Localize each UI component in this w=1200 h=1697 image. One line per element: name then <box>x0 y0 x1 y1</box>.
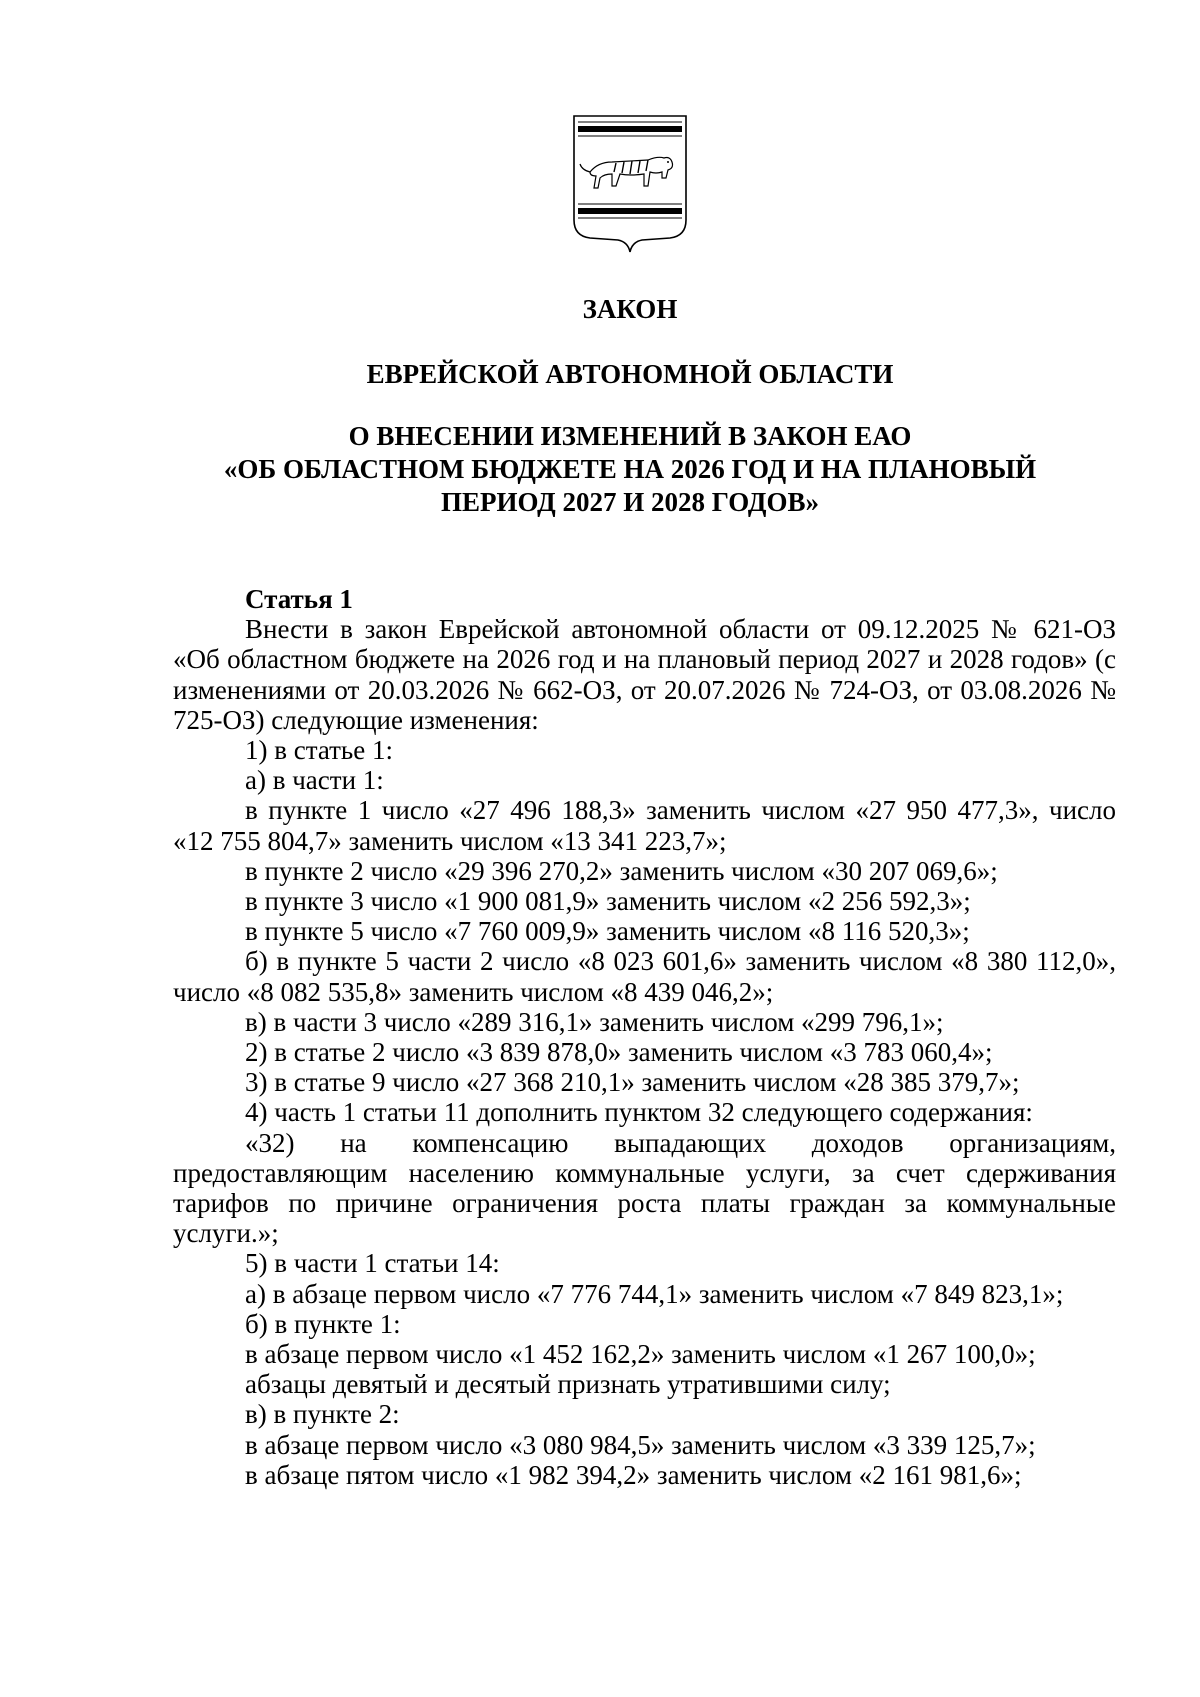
amendment-item: в абзаце первом число «3 080 984,5» заменить числом «3 339 125,7»; <box>245 1429 1036 1460</box>
amendment-item: в пункте 2 число «29 396 270,2» заменить числом «30 207 069,6»; <box>245 855 998 886</box>
article-intro: Внести в закон Еврейской автономной области от 09.12.2025 № 621-ОЗ «Об областном бюджете на 2026 год и на плановый период 2027 и 2028 годов» (с изменениями от 20.03.2026 № 662-ОЗ, от 20.07.2026 № 724-ОЗ, от 03.08.2026 № 725-ОЗ) следующие изменения: <box>173 614 1116 735</box>
amendment-item: а) в абзаце первом число «7 776 744,1» заменить числом «7 849 823,1»; <box>245 1278 1064 1309</box>
document-title: ЗАКОН <box>582 294 678 324</box>
amendment-item: 2) в статье 2 число «3 839 878,0» заменить числом «3 783 060,4»; <box>245 1037 993 1068</box>
article-heading: Статья 1 <box>245 584 353 614</box>
subject-line: О ВНЕСЕНИИ ИЗМЕНЕНИЙ В ЗАКОН ЕАО <box>348 421 912 451</box>
document-body <box>173 584 1116 1490</box>
document-region: ЕВРЕЙСКОЙ АВТОНОМНОЙ ОБЛАСТИ <box>366 359 894 389</box>
amendment-item: 4) часть 1 статьи 11 дополнить пунктом 32 следующего содержания: <box>245 1097 1033 1128</box>
amendment-item: в абзаце пятом число «1 982 394,2» заменить числом «2 161 981,6»; <box>245 1459 1022 1490</box>
coat-of-arms-tiger-icon <box>570 112 690 262</box>
amendment-item: в) в пункте 2: <box>245 1399 400 1430</box>
amendment-item: 5) в части 1 статьи 14: <box>245 1248 500 1279</box>
amendment-item: в) в части 3 число «289 316,1» заменить числом «299 796,1»; <box>245 1006 944 1037</box>
amendment-item: 1) в статье 1: <box>245 735 393 766</box>
amendment-item: в пункте 5 число «7 760 009,9» заменить числом «8 116 520,3»; <box>245 916 970 947</box>
amendment-item: а) в части 1: <box>245 765 384 796</box>
amendment-item: в пункте 1 число «27 496 188,3» заменить числом «27 950 477,3», число «12 755 804,7» заменить числом «13 341 223,7»; <box>173 795 1116 856</box>
subject-line: ПЕРИОД 2027 И 2028 ГОДОВ» <box>441 487 819 517</box>
amendment-item: в абзаце первом число «1 452 162,2» заменить числом «1 267 100,0»; <box>245 1339 1036 1370</box>
amendment-item: б) в пункте 5 части 2 число «8 023 601,6» заменить числом «8 380 112,0», число «8 082 535,8» заменить числом «8 439 046,2»; <box>173 946 1116 1007</box>
amendment-item: б) в пункте 1: <box>245 1308 401 1339</box>
amendment-item: «32) на компенсацию выпадающих доходов организациям, предоставляющим населению коммунальные услуги, за счет сдерживания тарифов по причине ограничения роста платы граждан за коммунальные услуги.»; <box>173 1127 1116 1249</box>
document-subject <box>150 420 1110 519</box>
subject-line: «ОБ ОБЛАСТНОМ БЮДЖЕТЕ НА 2026 ГОД И НА ПЛАНОВЫЙ <box>223 454 1037 484</box>
amendment-item: 3) в статье 9 число «27 368 210,1» заменить числом «28 385 379,7»; <box>245 1067 1020 1098</box>
amendment-item: абзацы девятый и десятый признать утратившими силу; <box>245 1369 891 1400</box>
amendment-item: в пункте 3 число «1 900 081,9» заменить числом «2 256 592,3»; <box>245 886 971 917</box>
